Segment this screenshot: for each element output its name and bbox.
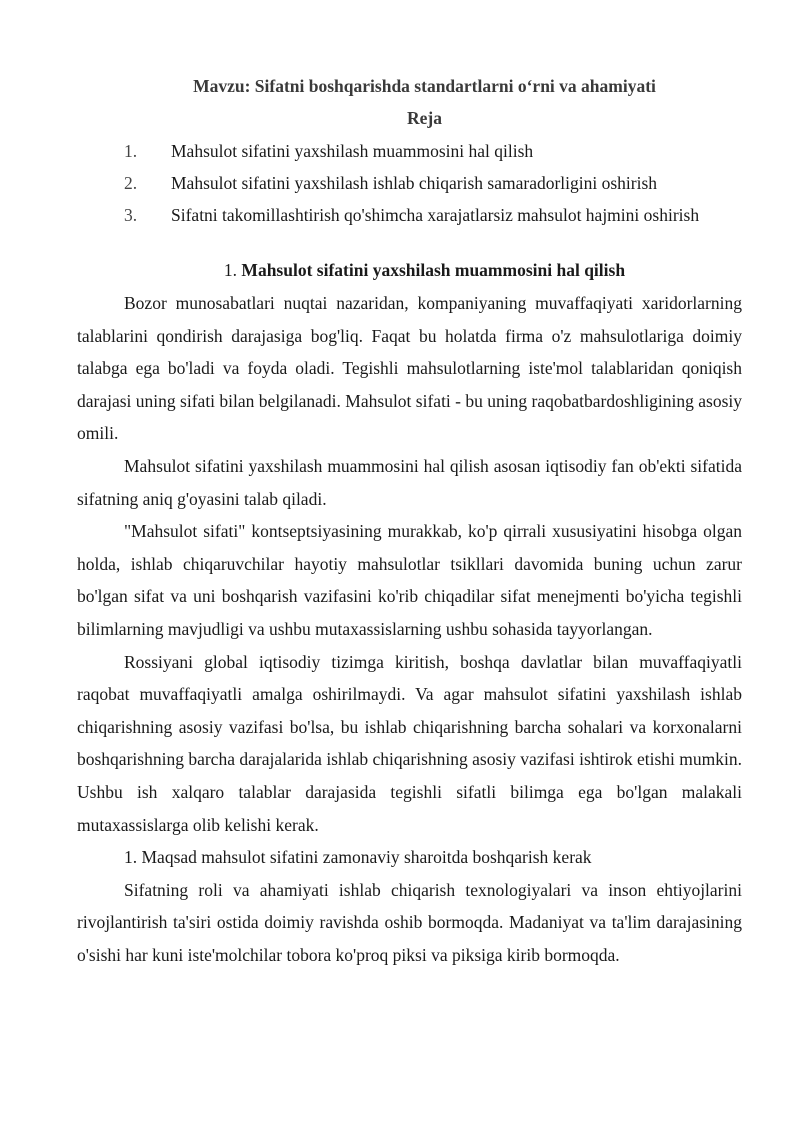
plan-item: [77, 135, 742, 167]
plan-heading: Reja: [407, 108, 442, 128]
body-paragraph: 1. Maqsad mahsulot sifatini zamonaviy sharoitda boshqarish kerak: [124, 847, 592, 868]
plan-item-number: 1.: [124, 141, 138, 161]
plan-item-text: Sifatni takomillashtirish qo'shimcha xarajatlarsiz mahsulot hajmini oshirish: [171, 205, 700, 225]
plan-item-number: 2.: [124, 173, 138, 193]
body-paragraph: Rossiyani global iqtisodiy tizimga kiritish, boshqa davlatlar bilan muvaffaqiyatli raqobat muvaffaqiyatli amalga oshirilmaydi. Va agar mahsulot sifatini yaxshilash ishlab chiqarishning asosiy vazifasi bo'lsa, bu ishlab chiqarishning barcha sohalari va korxonalarni boshqarishning barcha darajalarida ishlab chiqarishning asosiy vazifasi ishtirok etishi mumkin. Ushbu ish xalqaro talablar darajasida tegishli sifatli bilimga ega bo'lgan malakali mutaxassislarga olib kelishi kerak.: [77, 651, 742, 835]
section-heading: [107, 255, 742, 285]
plan-item-number: 3.: [124, 205, 138, 225]
plan-item-text: Mahsulot sifatini yaxshilash ishlab chiqarish samaradorligini oshirish: [171, 173, 658, 193]
section-number: 1.: [223, 260, 238, 280]
plan-item: [77, 167, 742, 199]
body-paragraph: Sifatning roli va ahamiyati ishlab chiqarish texnologiyalari va inson ehtiyojlarini rivojlantirish ta'siri ostida doimiy ravishda oshib bormoqda. Madaniyat va ta'lim darajasining o'sishi har kuni iste'molchilar tobora ko'proq piksi va piksiga kirib bormoqda.: [77, 879, 742, 965]
document-title: Mavzu: Sifatni boshqarishda standartlarni o‘rni va ahamiyati: [193, 76, 656, 96]
plan-item: [77, 199, 742, 231]
plan-item-text: Mahsulot sifatini yaxshilash muammosini hal qilish: [171, 141, 534, 161]
section-title: Mahsulot sifatini yaxshilash muammosini hal qilish: [241, 260, 626, 280]
body-paragraph: Bozor munosabatlari nuqtai nazaridan, kompaniyaning muvaffaqiyati xaridorlarning talablarini qondirish darajasiga bog'liq. Faqat bu holatda firma o'z mahsulotlariga doimiy talabga ega bo'ladi va foyda oladi. Tegishli mahsulotlarning iste'mol talablaridan qoniqish darajasi uning sifati bilan belgilanadi. Mahsulot sifati - bu uning raqobatbardoshligining asosiy omili.: [77, 293, 742, 444]
plan-list: [77, 135, 742, 231]
body-paragraph: "Mahsulot sifati" kontseptsiyasining murakkab, ko'p qirrali xususiyatini hisobga olgan holda, ishlab chiqaruvchilar hayotiy mahsulotlar tsikllari davomida buning uchun zarur bo'lgan sifat va uni boshqarish vazifasini ko'rib chiqadilar sifat menejmenti bo'yicha tegishli bilimlarning mavjudligi va ushbu mutaxassislarning ushbu sohasida tayyorlangan.: [77, 521, 742, 639]
body-paragraph: Mahsulot sifatini yaxshilash muammosini hal qilish asosan iqtisodiy fan ob'ekti sifatida sifatning aniq g'oyasini talab qiladi.: [77, 455, 742, 509]
